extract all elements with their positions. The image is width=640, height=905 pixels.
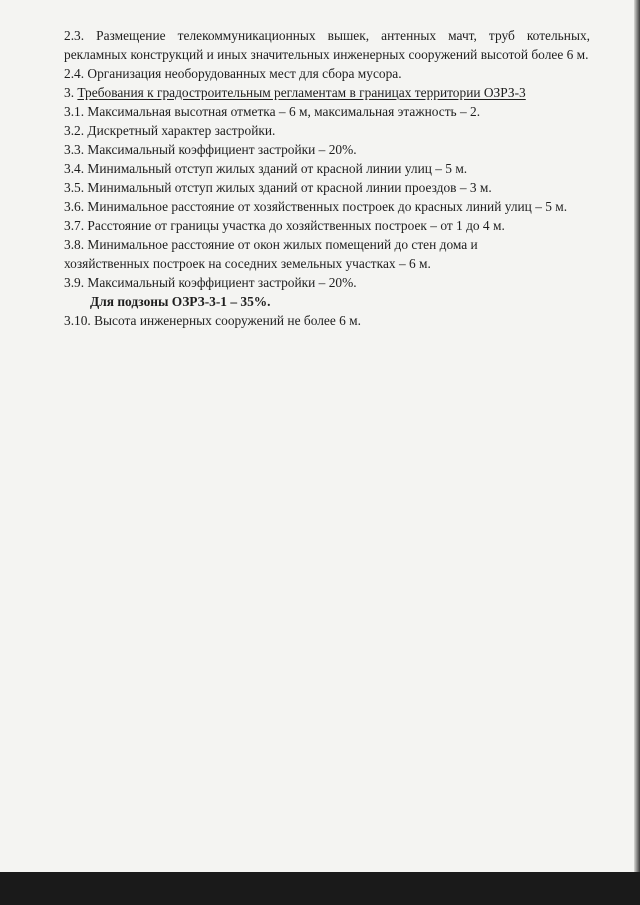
item-3-8-line1: 3.8. Минимальное расстояние от окон жилых помещений до стен дома и [64,237,478,252]
item-3-5: 3.5. Минимальный отступ жилых зданий от красной линии проездов – 3 м. [64,180,492,195]
section-3-number: 3. [64,85,78,100]
item-3-3: 3.3. Максимальный коэффициент застройки – 20%. [64,142,357,157]
item-3-10: 3.10. Высота инженерных сооружений не более 6 м. [64,313,361,328]
item-3-9: 3.9. Максимальный коэффициент застройки – 20%. [64,275,357,290]
section-3-heading [64,83,590,102]
item-3-4: 3.4. Минимальный отступ жилых зданий от красной линии улиц – 5 м. [64,161,468,176]
section-3-title: Требования к градостроительным регламентам в границах территории ОЗРЗ-3 [77,85,526,100]
item-2-4: 2.4. Организация необорудованных мест для сбора мусора. [64,66,402,81]
item-2-3: 2.3. Размещение телекоммуникационных вышек, антенных мачт, труб котельных, рекламных конструкций и иных значительных инженерных сооружений высотой более 6 м. [64,28,590,62]
item-3-7: 3.7. Расстояние от границы участка до хозяйственных построек – от 1 до 4 м. [64,218,505,233]
item-3-8-line2: хозяйственных построек на соседних земельных участках – 6 м. [64,256,431,271]
page-edge-shadow [634,0,640,872]
item-3-2: 3.2. Дискретный характер застройки. [64,123,276,138]
item-3-1: 3.1. Максимальная высотная отметка – 6 м, максимальная этажность – 2. [64,104,481,119]
scan-background [0,872,640,905]
subzone-note: Для подзоны ОЗРЗ-3-1 – 35%. [90,294,271,309]
document-body [64,26,590,330]
item-3-6: 3.6. Минимальное расстояние от хозяйственных построек до красных линий улиц – 5 м. [64,199,568,214]
